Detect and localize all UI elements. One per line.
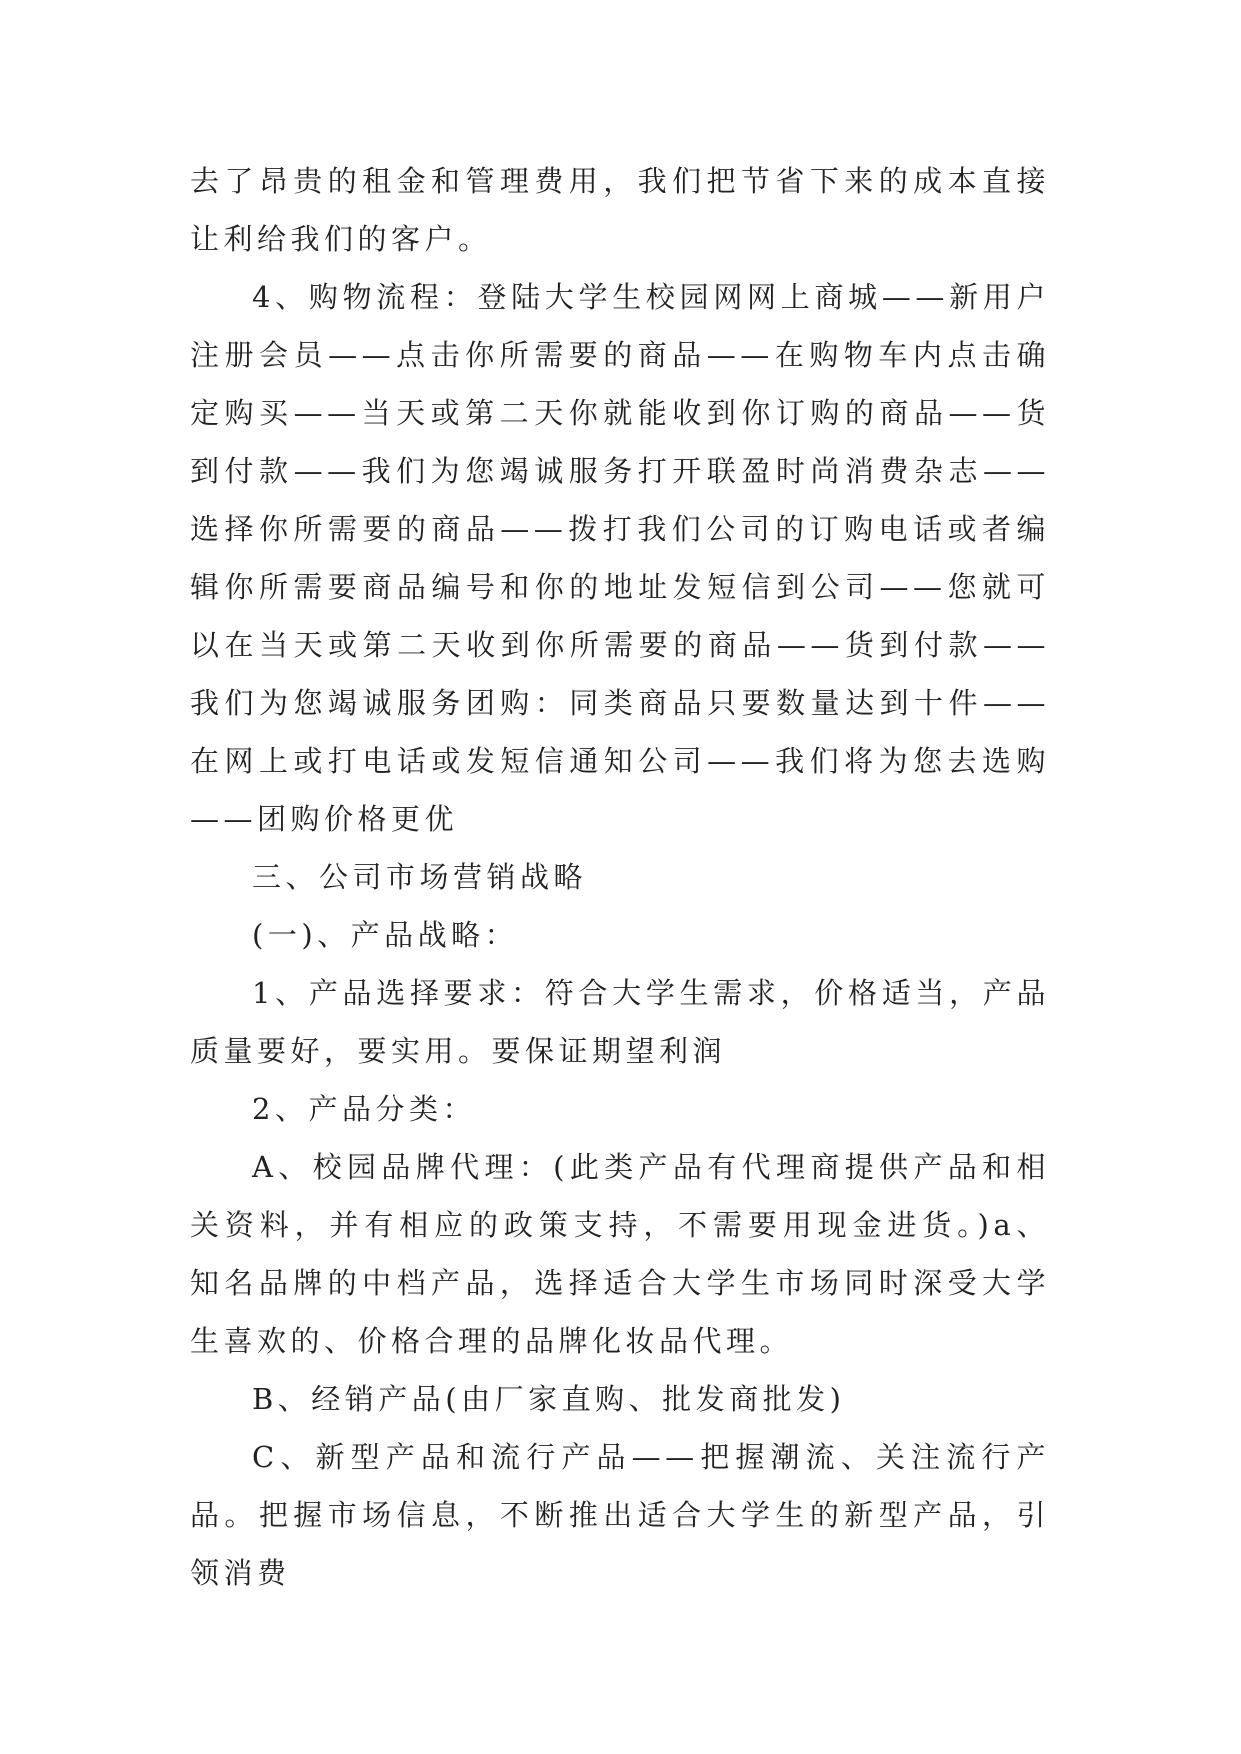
paragraph-6: 2、产品分类： xyxy=(252,1092,476,1126)
paragraph-5: 1、产品选择要求：符合大学生需求，价格适当，产品质量要好，要实用。要保证期望利润 xyxy=(190,976,1050,1068)
paragraph-2: 4、购物流程：登陆大学生校园网网上商城——新用户注册会员——点击你所需要的商品——在购物车内点击确定购买——当天或第二天你就能收到你订购的商品——货到付款——我们为您竭诚服务打开联盈时尚消费杂志——选择你所需要的商品——拨打我们公司的订购电话或者编辑你所需要商品编号和你的地址发短信到公司——您就可以在当天或第二天收到你所需要的商品——货到付款——我们为您竭诚服务团购：同类商品只要数量达到十件——在网上或打电话或发短信通知公司——我们将为您去选购——团购价格更优 xyxy=(190,280,1050,836)
paragraph-7: A、校园品牌代理：(此类产品有代理商提供产品和相关资料，并有相应的政策支持，不需要用现金进货。)a、知名品牌的中档产品，选择适合大学生市场同时深受大学生喜欢的、价格合理的品牌化妆品代理。 xyxy=(190,1150,1050,1358)
paragraph-8: B、经销产品(由厂家直购、批发商批发) xyxy=(252,1382,846,1416)
paragraph-1: 去了昂贵的租金和管理费用，我们把节省下来的成本直接让利给我们的客户。 xyxy=(190,164,1050,256)
paragraph-9: C、新型产品和流行产品——把握潮流、关注流行产品。把握市场信息，不断推出适合大学生的新型产品，引领消费 xyxy=(190,1440,1050,1590)
paragraph-3-section-heading: 三、公司市场营销战略 xyxy=(252,860,588,894)
document-body xyxy=(190,152,1050,1602)
paragraph-4-subheading: (一)、产品战略： xyxy=(252,918,519,952)
